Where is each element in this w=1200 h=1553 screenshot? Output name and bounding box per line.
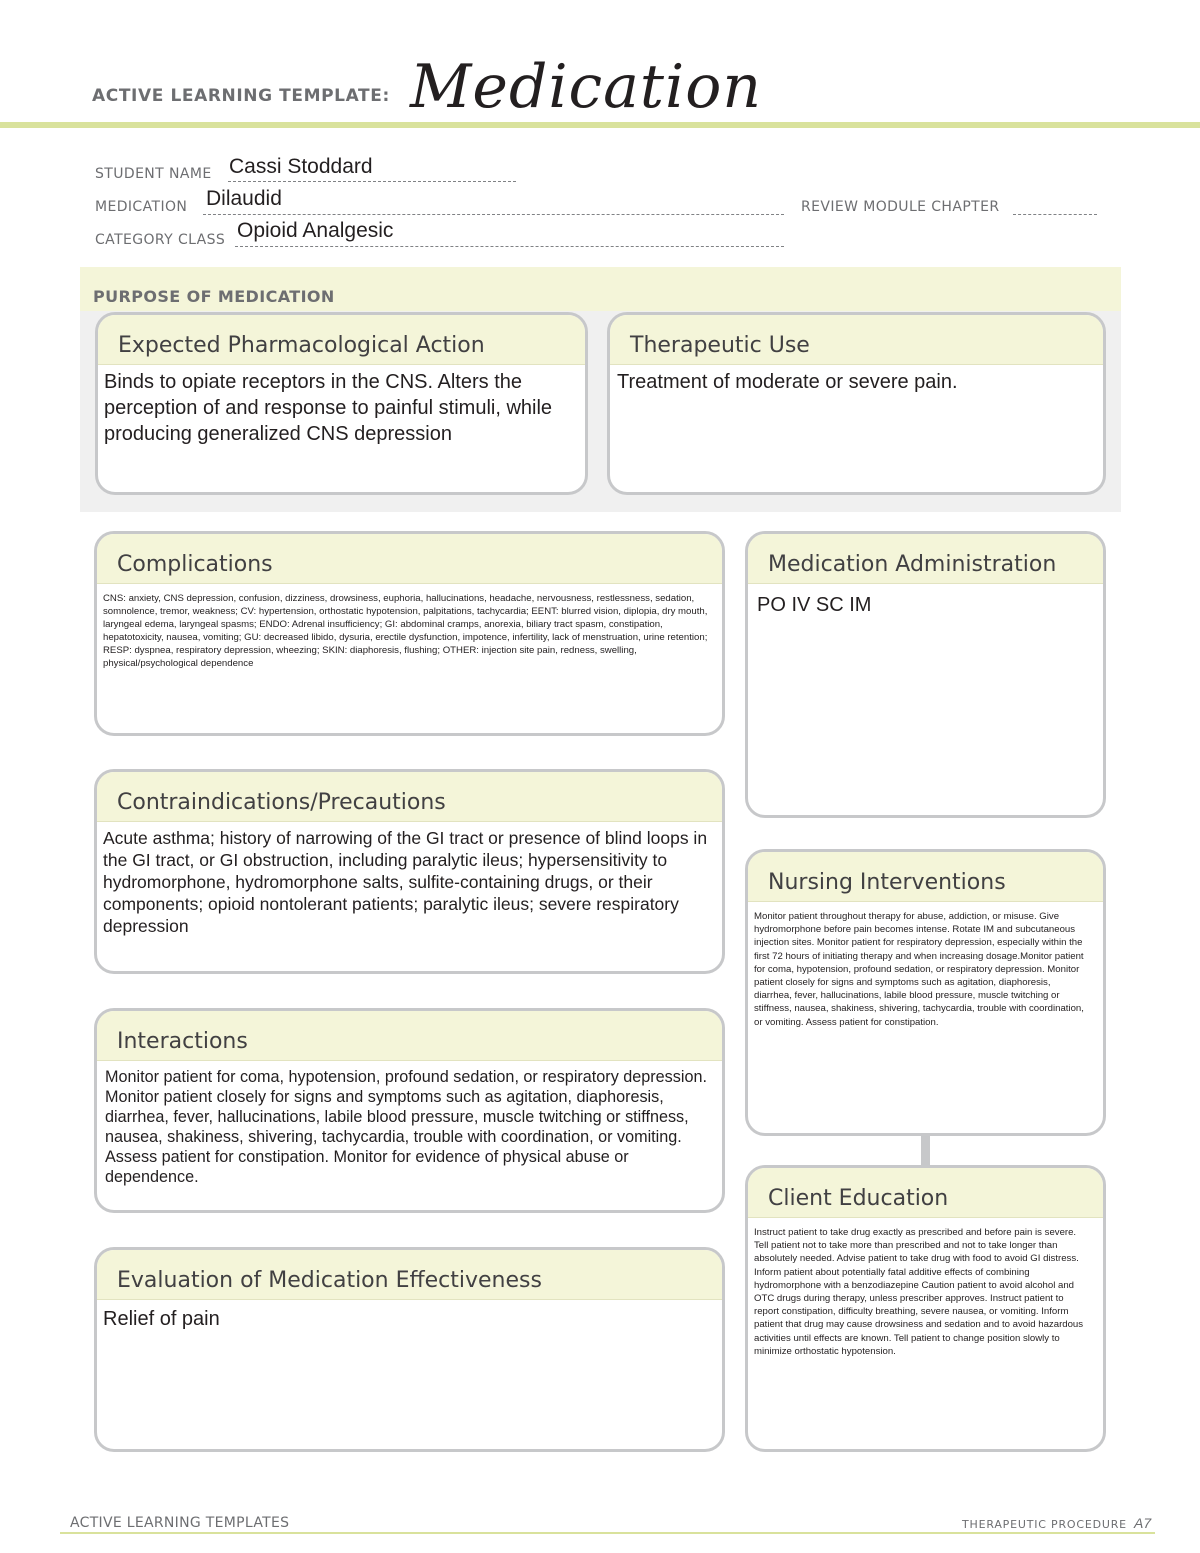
administration-heading: Medication Administration	[748, 534, 1103, 584]
nursing-heading: Nursing Interventions	[748, 852, 1103, 902]
client-education-box	[745, 1165, 1106, 1452]
student-name-line	[228, 181, 516, 182]
contraindications-text[interactable]: Acute asthma; history of narrowing of the GI tract or presence of blind loops in the GI tract, or GI obstruction, including paralytic ileus; hypersensitivity to hydromorphone, hydromorphone salts, sulfite-containing drugs, or their components; opioid nontolerant patients; paralytic ileus; severe respiratory depression	[103, 828, 708, 936]
evaluation-text[interactable]: Relief of pain	[103, 1308, 220, 1330]
interactions-box	[94, 1008, 725, 1213]
review-module-line[interactable]	[1013, 214, 1097, 215]
therapeutic-use-heading: Therapeutic Use	[610, 315, 1103, 365]
medication-line	[203, 214, 784, 215]
purpose-title: PURPOSE OF MEDICATION	[93, 287, 335, 306]
therapeutic-use-box	[607, 312, 1106, 495]
medication-label: MEDICATION	[95, 199, 188, 215]
footer-left: ACTIVE LEARNING TEMPLATES	[70, 1515, 290, 1531]
page-number: A7	[1134, 1515, 1152, 1531]
medication-value[interactable]: Dilaudid	[206, 187, 282, 210]
administration-text[interactable]: PO IV SC IM	[757, 594, 872, 616]
review-module-label: REVIEW MODULE CHAPTER	[801, 199, 1000, 215]
contraindications-heading: Contraindications/Precautions	[97, 772, 722, 822]
student-name-value[interactable]: Cassi Stoddard	[229, 155, 373, 178]
expected-action-box	[95, 312, 588, 495]
evaluation-box	[94, 1247, 725, 1452]
connector-bar	[921, 1136, 930, 1166]
evaluation-heading: Evaluation of Medication Effectiveness	[97, 1250, 722, 1300]
contraindications-box	[94, 769, 725, 974]
header-rule	[0, 122, 1200, 128]
expected-action-heading: Expected Pharmacological Action	[98, 315, 585, 365]
complications-text[interactable]: CNS: anxiety, CNS depression, confusion, dizziness, drowsiness, euphoria, hallucinations, headache, nervousness, restlessness, sedation, somnolence, tremor, weakness; CV: hypertension, orthostatic hypotension, palpitations, tachycardia; EENT: blurred vision, diplopia, dry mouth, laryngeal edema, laryngeal spasms; ENDO: Adrenal insufficiency; GI: abdominal cramps, anorexia, biliary tract spasm, constipation, hepatotoxicity, nausea, vomiting; GU: decreased libido, dysuria, erectile dysfunction, impotence, infertility, lack of menstruation, urine retention; RESP: dyspnea, respiratory depression, wheezing; SKIN: diaphoresis, flushing; OTHER: injection site pain, redness, swelling, physical/psychological dependence	[103, 593, 708, 669]
therapeutic-use-text[interactable]: Treatment of moderate or severe pain.	[617, 371, 958, 393]
footer-rule	[60, 1532, 1155, 1534]
category-class-value[interactable]: Opioid Analgesic	[237, 219, 394, 242]
interactions-text[interactable]: Monitor patient for coma, hypotension, profound sedation, or respiratory depression. Monitor patient closely for signs and symptoms such as agitation, diaphoresis, diarrhea, fever, hallucinations, labile blood pressure, muscle twitching or stiffness, nausea, shakiness, shivering, tachycardia, trouble with coordination, or vomiting. Assess patient for constipation. Monitor for evidence of physical abuse or dependence.	[105, 1068, 707, 1186]
complications-heading: Complications	[97, 534, 722, 584]
footer-right: THERAPEUTIC PROCEDURE	[962, 1518, 1127, 1531]
category-class-label: CATEGORY CLASS	[95, 232, 226, 248]
interactions-heading: Interactions	[97, 1011, 722, 1061]
category-class-line	[235, 246, 784, 247]
nursing-text[interactable]: Monitor patient throughout therapy for abuse, addiction, or misuse. Give hydromorphone before pain becomes intense. Rotate IM and subcutaneous injection sites. Monitor patient for respiratory depression, especially within the first 72 hours of initiating therapy and when increasing dosage.Monitor patient for coma, hypotension, profound sedation, or respiratory depression. Monitor patient closely for signs and symptoms such as agitation, diaphoresis, diarrhea, fever, hallucinations, labile blood pressure, muscle twitching or stiffness, nausea, shakiness, shivering, tachycardia, trouble with coordination, or vomiting. Assess patient for constipation.	[754, 911, 1084, 1028]
client-education-heading: Client Education	[748, 1168, 1103, 1218]
client-education-text[interactable]: Instruct patient to take drug exactly as prescribed and before pain is severe. Tell patient not to take more than prescribed and not to take longer than absolutely needed. Advise patient to take drug with food to avoid GI distress. Inform patient about potentially fatal additive effects of combining hydromorphone with a benzodiazepine Caution patient to avoid alcohol and OTC drugs during therapy, unless prescriber approves. Instruct patient to report constipation, difficulty breathing, severe nausea, or vomiting. Inform patient that drug may cause drowsiness and sedation and to avoid hazardous activities until effects are known. Tell patient to change position slowly to minimize orthostatic hypotension.	[754, 1227, 1084, 1357]
expected-action-text[interactable]: Binds to opiate receptors in the CNS. Alters the perception of and response to painful stimuli, while producing generalized CNS depression	[104, 371, 553, 445]
nursing-box	[745, 849, 1106, 1136]
template-label: ACTIVE LEARNING TEMPLATE:	[92, 86, 390, 106]
student-name-label: STUDENT NAME	[95, 166, 212, 182]
complications-box	[94, 531, 725, 736]
administration-box	[745, 531, 1106, 818]
page-title: Medication	[410, 52, 762, 122]
